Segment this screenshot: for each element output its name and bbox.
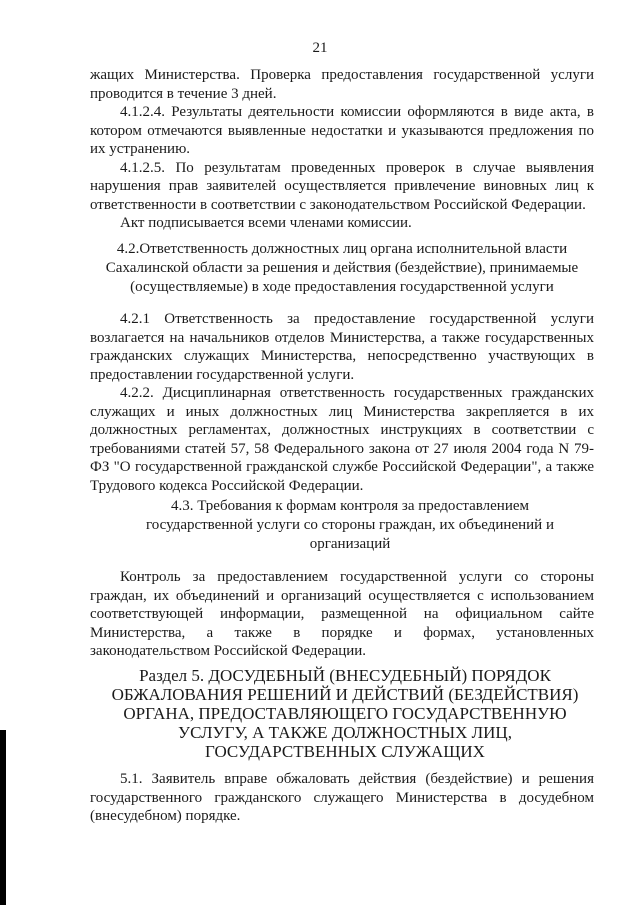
page-number: 21 xyxy=(312,40,328,56)
paragraph-4-1-2-4: 4.1.2.4. Результаты деятельности комиссии оформляются в виде акта, в котором отмечаются выявленные недостатки и указываются предложения по их устранению. xyxy=(90,104,594,157)
paragraph-4-1-2-5: 4.1.2.5. По результатам проведенных проверок в случае выявления нарушения прав заявителей осуществляется привлечение виновных лиц к ответственности в соответствии с законодательством Российской Федерации. xyxy=(90,159,594,213)
heading-4-2: 4.2.Ответственность должностных лиц органа исполнительной власти Сахалинской области за решения и действия (бездействие), принимаемые (осуществляемые) в ходе предоставления государственной услуги xyxy=(105,241,579,295)
block-4-2 xyxy=(90,310,594,495)
paragraph-citizen-control: Контроль за предоставлением государственной услуги со стороны граждан, их объединений и организаций осуществляется с использованием соответствующей информации, размещенной на официальном сайте Министерства, а также в порядке и формах, установленных законодательством Российской Федерации. xyxy=(90,569,594,659)
block-4-3 xyxy=(90,568,594,661)
block-4-1-2 xyxy=(90,66,594,233)
section-5-title: Раздел 5. ДОСУДЕБНЫЙ (ВНЕСУДЕБНЫЙ) ПОРЯДОК ОБЖАЛОВАНИЯ РЕШЕНИЙ И ДЕЙСТВИЙ (БЕЗДЕЙСТВИЯ) ОРГАНА, ПРЕДОСТАВЛЯЮЩЕГО ГОСУДАРСТВЕННУЮ УСЛУГУ, А ТАКЖЕ ДОЛЖНОСТНЫХ ЛИЦ, ГОСУДАРСТВЕННЫХ СЛУЖАЩИХ xyxy=(111,666,579,761)
scan-edge-mark xyxy=(0,730,6,905)
paragraph-act-signed: Акт подписывается всеми членами комиссии. xyxy=(120,215,412,231)
paragraph-continuation: жащих Министерства. Проверка предоставления государственной услуги проводится в течение 3 дней. xyxy=(90,67,594,102)
paragraph-4-2-1: 4.2.1 Ответственность за предоставление государственной услуги возлагается на начальников отделов Министерства, а также государственных гражданских служащих Министерства, непосредственно участвующих в предоставлении государственной услуги. xyxy=(90,311,594,383)
paragraph-4-2-2: 4.2.2. Дисциплинарная ответственность государственных гражданских служащих и иных должностных лиц Министерства закрепляется в их должностных регламентах, должностных инструкциях в соответствии с требованиями статей 57, 58 Федерального закона от 27 июля 2004 года N 79-ФЗ "О государственной гражданской службе Российской Федерации", а также Трудового кодекса Российской Федерации. xyxy=(90,385,594,494)
paragraph-5-1: 5.1. Заявитель вправе обжаловать действия (бездействие) и решения государственного гражданского служащего Министерства в досудебном (внесудебном) порядке. xyxy=(90,771,594,824)
block-5 xyxy=(90,770,594,826)
heading-4-3: 4.3. Требования к формам контроля за предоставлением государственной услуги со стороны граждан, их объединений и организаций xyxy=(146,498,554,552)
